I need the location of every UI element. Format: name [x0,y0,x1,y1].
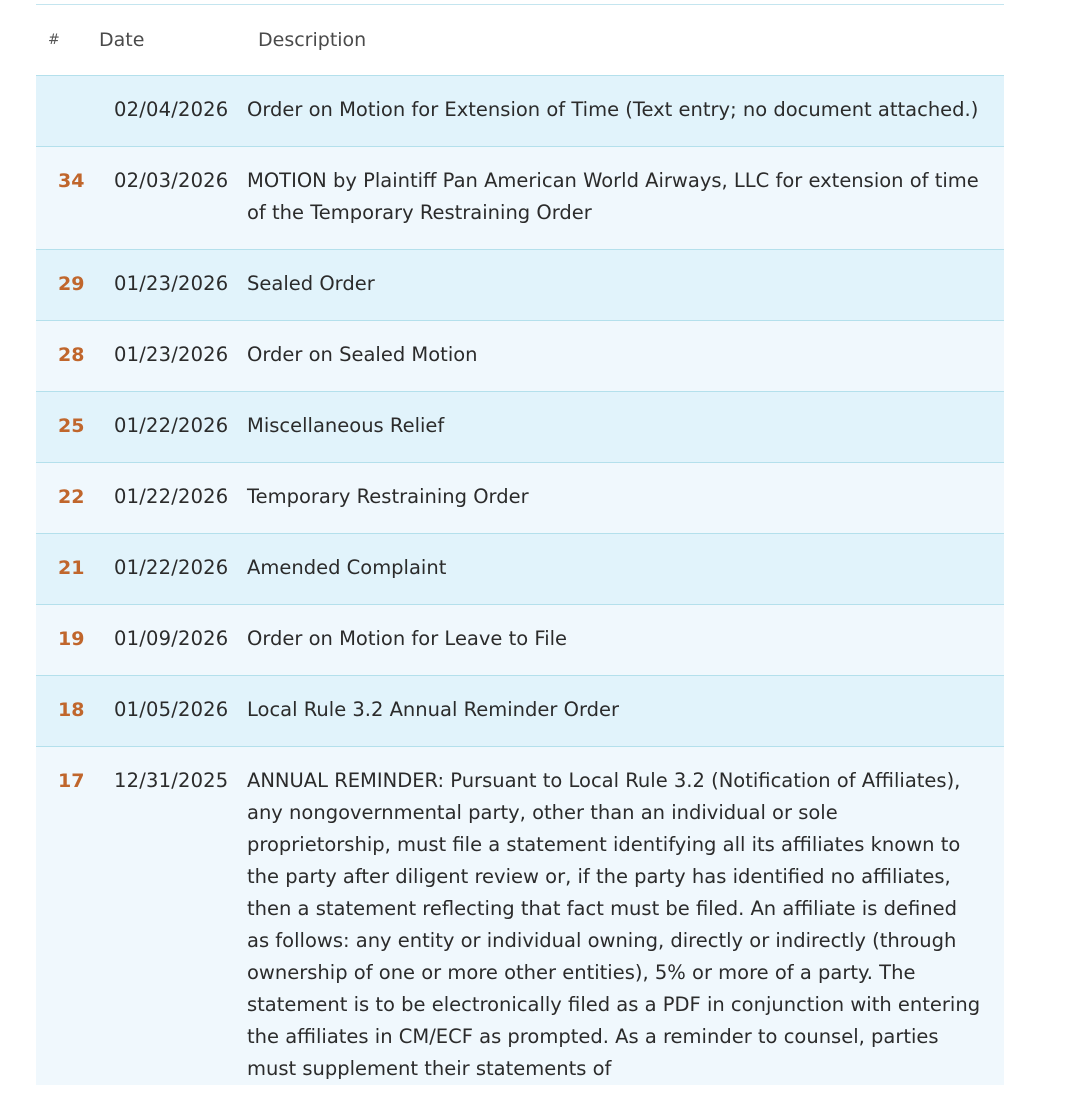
entry-number[interactable]: 22 [58,486,85,508]
table-row[interactable] [36,250,1004,321]
entry-number[interactable]: 25 [58,415,85,437]
entry-number[interactable]: 17 [58,770,85,792]
entry-date: 02/03/2026 [114,169,229,192]
entry-number[interactable]: 18 [58,699,85,721]
entry-date: 01/22/2026 [114,414,229,437]
header-date: Date [99,29,145,51]
table-row[interactable] [36,392,1004,463]
entry-number[interactable]: 19 [58,628,85,650]
table-row[interactable] [36,463,1004,534]
entry-number[interactable]: 28 [58,344,85,366]
table-row[interactable] [36,321,1004,392]
table-row[interactable] [36,147,1004,250]
table-row[interactable] [36,534,1004,605]
table-row[interactable] [36,76,1004,147]
entry-date: 12/31/2025 [114,769,229,792]
entry-description: Amended Complaint [247,556,447,579]
entry-date: 01/05/2026 [114,698,229,721]
header-number: # [48,32,60,48]
entry-description: Order on Sealed Motion [247,343,478,366]
entry-description: Miscellaneous Relief [247,414,445,437]
entry-date: 01/09/2026 [114,627,229,650]
table-row[interactable] [36,747,1004,1085]
table-row[interactable] [36,676,1004,747]
entry-number[interactable]: 29 [58,273,85,295]
entry-date: 01/23/2026 [114,343,229,366]
header-description: Description [258,29,367,51]
table-row[interactable] [36,605,1004,676]
entry-date: 01/23/2026 [114,272,229,295]
entry-description: Order on Motion for Leave to File [247,627,568,650]
entry-description: MOTION by Plaintiff Pan American World Airways, LLC for extension of time of the Temporary Restraining Order [247,169,979,224]
entry-description: Sealed Order [247,272,375,295]
docket-table [36,4,1004,1085]
entry-date: 01/22/2026 [114,485,229,508]
table-header [36,5,1004,76]
entry-number[interactable]: 34 [58,170,85,192]
entry-description: ANNUAL REMINDER: Pursuant to Local Rule 3.2 (Notification of Affiliates), any nongovernmental party, other than an individual or sole proprietorship, must file a statement identifying all its affiliates known to the party after diligent review or, if the party has identified no affiliates, then a statement reflecting that fact must be filed. An affiliate is defined as follows: any entity or individual owning, directly or indirectly (through ownership of one or more other entities), 5% or more of a party. The statement is to be electronically filed as a PDF in conjunction with entering the affiliates in CM/ECF as prompted. As a reminder to counsel, parties must supplement their statements of [247,769,981,1080]
entry-description: Temporary Restraining Order [247,485,529,508]
entry-number[interactable]: 21 [58,557,85,579]
entry-description: Order on Motion for Extension of Time (Text entry; no document attached.) [247,98,979,121]
entry-date: 01/22/2026 [114,556,229,579]
entry-date: 02/04/2026 [114,98,229,121]
entry-description: Local Rule 3.2 Annual Reminder Order [247,698,620,721]
